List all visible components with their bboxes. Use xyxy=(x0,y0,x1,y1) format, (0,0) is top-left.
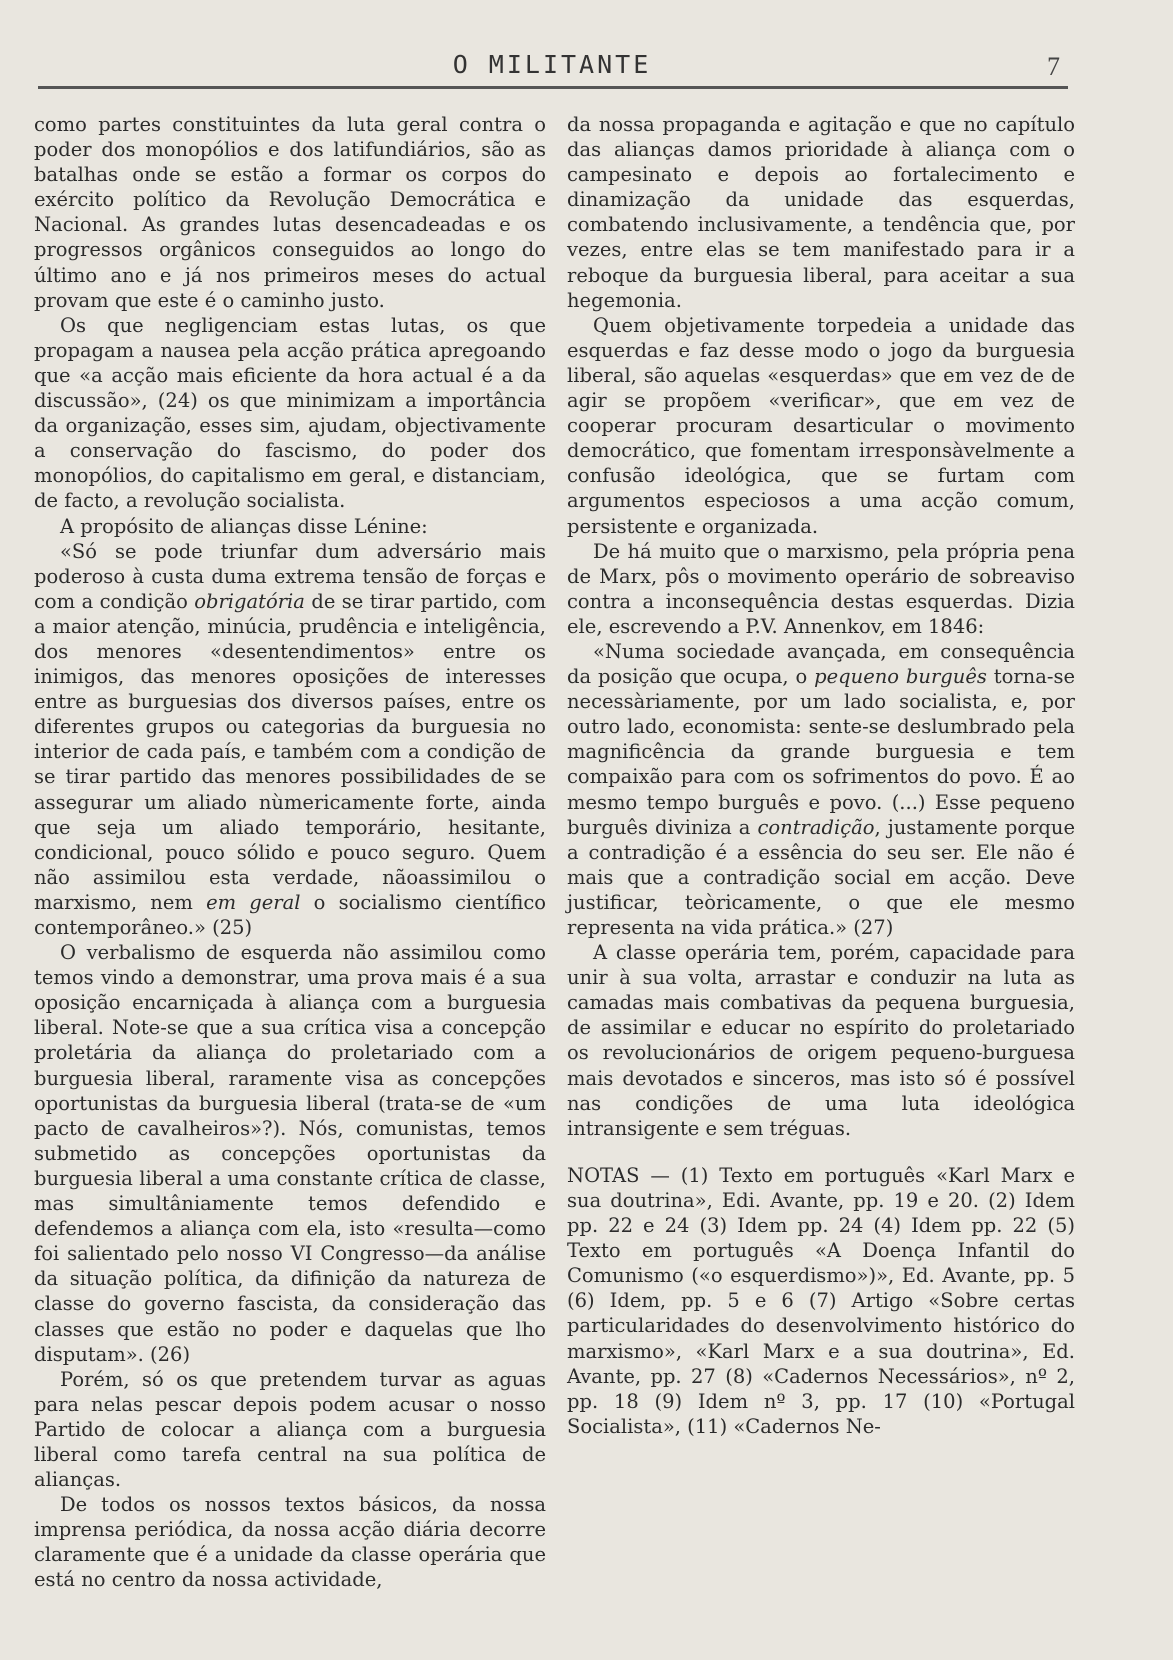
quote-paragraph xyxy=(34,539,546,941)
paragraph: como partes constituintes da luta geral contra o poder dos monopólios e dos latifundiários, são as batalhas onde se estão a formar os corpos do exército político da Revolução Democrática e Nacional. As grandes lutas desencadeadas e os progressos orgânicos conseguidos ao longo do último ano e já nos primeiros meses do actual provam que este é o caminho justo. xyxy=(34,113,546,312)
quote-text: «Numa sociedade avançada, em consequência da posição que ocupa, o xyxy=(567,639,1075,689)
header-rule xyxy=(38,86,1068,89)
paragraph: Quem objetivamente torpedeia a unidade das esquerdas e faz desse modo o jogo da burguesia liberal, são aquelas «esquerdas» que em vez de de agir se propõem «verificar», que em vez de cooperar procuram desarticular o movimento democrático, que fomentam irresponsàvelmente a confusão ideológica, que se furtam com argumentos especiosos a uma acção comum, persistente e organizada. xyxy=(567,313,1075,538)
paragraph: A propósito de alianças disse Lénine: xyxy=(60,514,428,538)
page-header xyxy=(32,44,1072,84)
paragraph: da nossa propaganda e agitação e que no capítulo das alianças damos prioridade à aliança com o campesinato e depois ao fortalecimento e dinamização da unidade das esquerdas, combatendo inclusivamente, a tendência que, por vezes, entre elas se tem manifestado para ir a reboque da burguesia liberal, para aceitar a sua hegemonia. xyxy=(567,113,1075,312)
journal-title: O MILITANTE xyxy=(452,50,652,79)
quote-text: de se tirar partido, com a maior atenção, minúcia, prudência e inteligência, dos menores «desentendimentos» entre os inimigos, das menores oposições de interesses entre as burguesias dos diversos países, entre os diferentes grupos ou categorias da burguesia no interior de cada país, e também com a condição de se tirar partido das menores possibilidades de se assegurar um aliado nùmericamente forte, ainda que seja um aliado temporário, hesitante, condicional, pouco sólido e pouco seguro. Quem não assimilou esta verdade, nãoassimilou o marxismo, nem xyxy=(34,589,546,914)
paragraph: De há muito que o marxismo, pela própria pena de Marx, pôs o movimento operário de sobreaviso contra a inconsequência destas esquerdas. Dizia ele, escrevendo a P.V. Annenkov, em 1846: xyxy=(567,539,1075,638)
page-number: 7 xyxy=(1047,52,1060,81)
paragraph: Os que negligenciam estas lutas, os que propagam a nausea pela acção prática apregoando que «a acção mais eficiente da hora actual é a da discussão», (24) os que minimizam a importância da organização, esses sim, ajudam, objectivamente a conservação do fascismo, do poder dos monopólios, do capitalismo em geral, e distanciam, de facto, a revolução socialista. xyxy=(34,313,546,513)
emphasis-text: pequeno burguês xyxy=(814,665,987,689)
right-column xyxy=(567,112,1075,1439)
paragraph: De todos os nossos textos básicos, da nossa imprensa periódica, da nossa acção diária decorre claramente que é a unidade da classe operária que está no centro da nossa actividade, xyxy=(34,1493,546,1592)
footnotes: NOTAS — (1) Texto em português «Karl Marx e sua doutrina», Edi. Avante, pp. 19 e 20. (2) Idem pp. 22 e 24 (3) Idem pp. 24 (4) Idem pp. 22 (5) Texto em português «A Doença Infantil do Comunismo («o esquerdismo»)», Ed. Avante, pp. 5 (6) Idem, pp. 5 e 6 (7) Artigo «Sobre certas particularidades do desenvolvimento histórico do marxismo», «Karl Marx e a sua doutrina», Ed. Avante, pp. 27 (8) «Cadernos Necessários», nº 2, pp. 18 (9) Idem nº 3, pp. 17 (10) «Portugal Socialista», (11) «Cadernos Ne- xyxy=(567,1163,1075,1438)
emphasis-text: em geral xyxy=(206,890,301,914)
paragraph: Porém, só os que pretendem turvar as aguas para nelas pescar depois podem acusar o nosso Partido de colocar a aliança com a burguesia liberal como tarefa central na sua política de alianças. xyxy=(34,1367,546,1492)
quote-text: torna-se necessàriamente, por um lado socialista, e, por outro lado, economista: sente-se deslumbrado pela magnificência da grande burguesia e tem compaixão para com os sofrimentos do povo. É ao mesmo tempo burguês e povo. (...) Esse pequeno burguês diviniza a xyxy=(567,665,1075,839)
quote-text: , justamente porque a contradição é a essência do seu ser. Ele não é mais que a contradição social em acção. Deve justificar, teòricamente, o que ele mesmo representa na vida prática.» (27) xyxy=(567,815,1075,939)
quote-text: «Só se pode triunfar dum adversário mais poderoso à custa duma extrema tensão de forças e com a condição xyxy=(34,539,546,613)
quote-text: o socialismo científico contemporâneo.» (25) xyxy=(34,890,547,939)
quote-paragraph xyxy=(567,639,1075,940)
paragraph: O verbalismo de esquerda não assimilou como temos vindo a demonstrar, uma prova mais é a sua oposição encarniçada à aliança com a burguesia liberal. Note-se que a sua crítica visa a concepção proletária da aliança do proletariado com a burguesia liberal, raramente visa as concepções oportunistas da burguesia liberal (trata-se de «um pacto de cavalheiros»?). Nós, comunistas, temos submetido as concepções oportunistas da burguesia liberal a uma constante crítica de classe, mas simultâniamente temos defendido e defendemos a aliança com ela, isto «resulta—como foi salientado pelo nosso VI Congresso—da análise da situação política, da difinição da natureza de classe do governo fascista, da consideração das classes que estão no poder e daquelas que lho disputam». (26) xyxy=(34,941,546,1366)
emphasis-text: obrigatória xyxy=(194,589,305,613)
paragraph: A classe operária tem, porém, capacidade para unir à sua volta, arrastar e conduzir na luta as camadas mais combativas da pequena burguesia, de assimilar e educar no espírito do proletariado os revolucionários de origem pequeno-burguesa mais devotados e sinceros, mas isto só é possível nas condições de uma luta ideológica intransigente e sem tréguas. xyxy=(567,941,1075,1140)
emphasis-text: contradição xyxy=(757,815,875,839)
left-column xyxy=(34,112,546,1593)
